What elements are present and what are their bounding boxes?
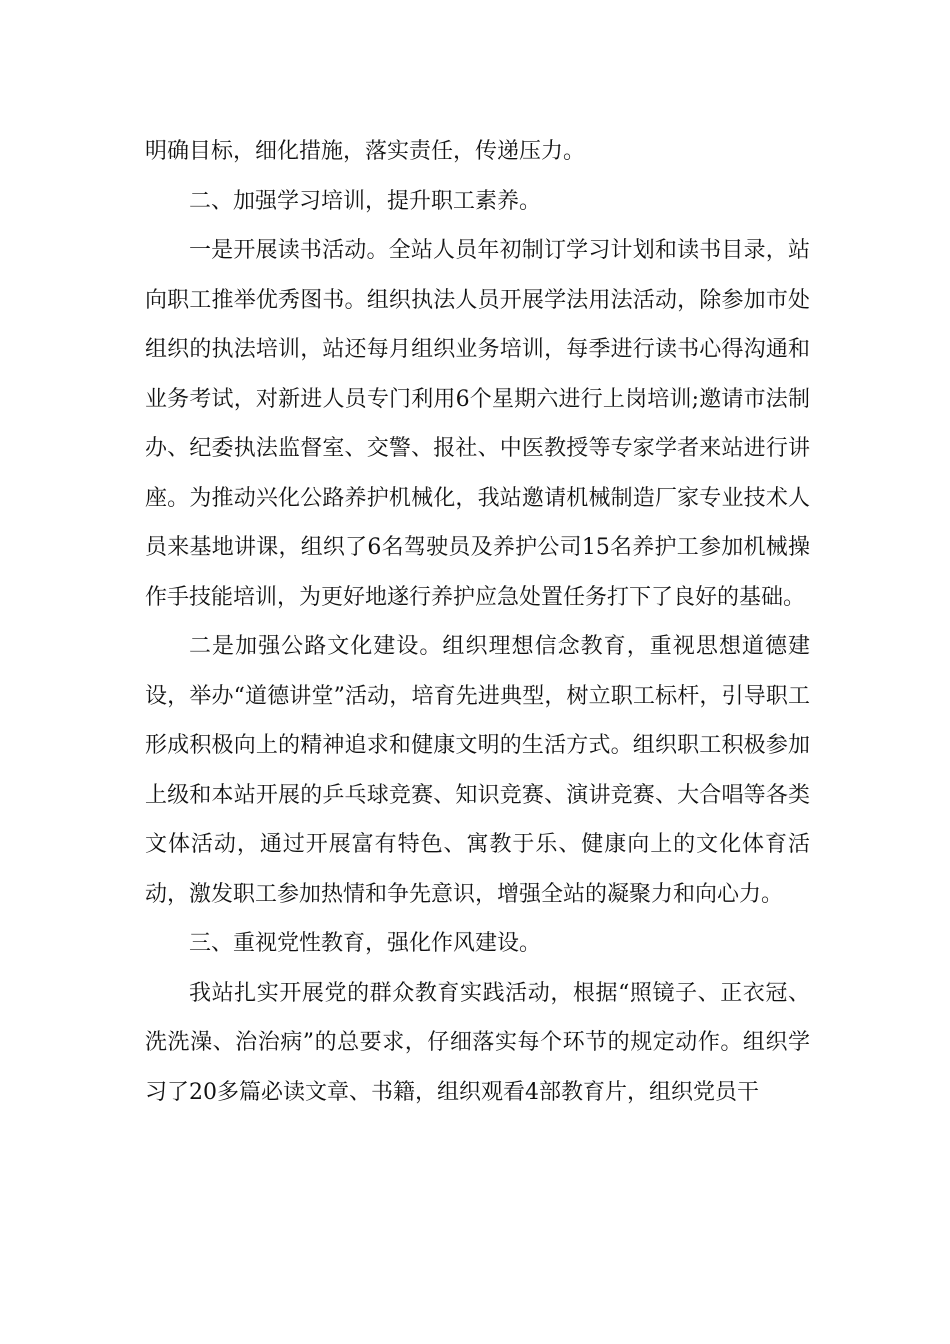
section-heading-3: 三、重视党性教育，强化作风建设。: [189, 931, 542, 956]
paragraph-road-culture: 二是加强公路文化建设。组织理想信念教育，重视思想道德建设，举办“道德讲堂”活动，培育先进典型，树立职工标杆，引导职工形成积极向上的精神追求和健康文明的生活方式。组织职工积极参加上级和本站开展的乒乓球竞赛、知识竞赛、演讲竞赛、大合唱等各类文体活动，通过开展富有特色、寓教于乐、健康向上的文化体育活动，激发职工参加热情和争先意识，增强全站的凝聚力和向心力。: [145, 634, 810, 907]
paragraph-party-education: 我站扎实开展党的群众教育实践活动，根据“照镜子、正衣冠、洗洗澡、治治病”的总要求，仔细落实每个环节的规定动作。组织学习了20多篇必读文章、书籍，组织观看4部教育片，组织党员干: [145, 980, 810, 1105]
section-heading-2: 二、加强学习培训，提升职工素养。: [189, 188, 542, 214]
paragraph-continuation: 明确目标，细化措施，落实责任，传递压力。: [145, 139, 586, 164]
paragraph-reading-activities: 一是开展读书活动。全站人员年初制订学习计划和读书目录，站向职工推举优秀图书。组织执法人员开展学法用法活动，除参加市处组织的执法培训，站还每月组织业务培训，每季进行读书心得沟通和业务考试，对新进人员专门利用6个星期六进行上岗培训;邀请市法制办、纪委执法监督室、交警、报社、中医教授等专家学者来站进行讲座。为推动兴化公路养护机械化，我站邀请机械制造厂家专业技术人员来基地讲课，组织了6名驾驶员及养护公司15名养护工参加机械操作手技能培训，为更好地遂行养护应急处置任务打下了良好的基础。: [145, 238, 810, 610]
document-body: [145, 127, 810, 1117]
